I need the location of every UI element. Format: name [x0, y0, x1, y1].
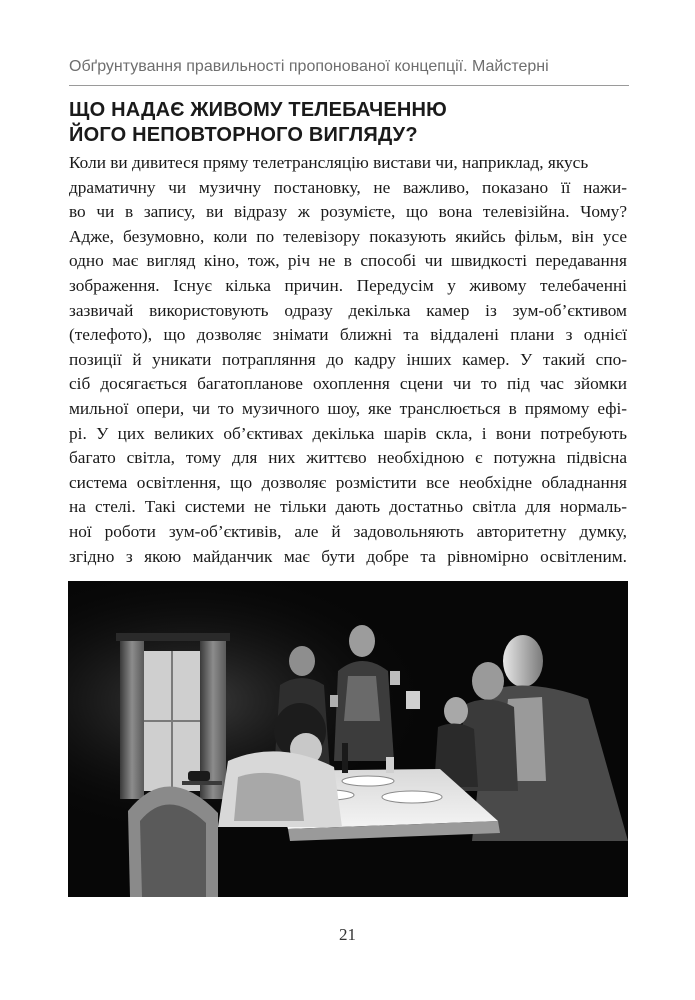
paragraph-line: зображення. Існує кілька причин. Передусім у живому телебаченні [69, 275, 627, 295]
paragraph-line: ної роботи зум-об’єктивів, але й задовольняють авторитетну думку, [69, 521, 627, 541]
paragraph-line: во чи в запису, ви відразу ж розумієте, що вона телевізійна. Чому? [69, 202, 627, 222]
paragraph-line: Коли ви дивитеся пряму телетрансляцію вистави чи, наприклад, якусь [69, 153, 589, 172]
chair [128, 786, 218, 897]
paragraph-line: позиції й уникати потрапляння до кадру інших камер. У такий спо- [69, 349, 627, 369]
paragraph-line: одно має вигляд кіно, тож, річ не в способі чи швидкості передавання [69, 251, 627, 271]
paragraph-line: Адже, безумовно, коли по телевізору показують якийсь фільм, він усе [69, 226, 627, 246]
paragraph-line: драматичну чи музичну постановку, не важливо, показано її нажи- [69, 177, 627, 197]
running-header: Обґрунтування правильності пропонованої концепції. Майстерні [69, 58, 549, 75]
paragraph-line: сіб досягається багатопланове охоплення сцени чи то під час зйомки [69, 374, 627, 394]
body-paragraph [69, 151, 627, 569]
paragraph-line: (телефото), що дозволяє знімати ближні та віддалені плани з однієї [69, 325, 627, 345]
window [116, 633, 230, 799]
header-divider [69, 85, 629, 86]
dinner-scene-photo [68, 581, 628, 897]
section-title-line-2: ЙОГО НЕПОВТОРНОГО ВИГЛЯДУ? [69, 124, 418, 146]
paragraph-line: рі. У цих великих об’єктивах декілька шарів скла, і вони потребують [69, 423, 627, 443]
section-title [69, 98, 629, 148]
paragraph-line: багато світла, тому для них життєво необхідною є потужна підвісна [69, 448, 627, 468]
page-number: 21 [339, 925, 356, 944]
paragraph-line: згідно з якою майданчик має бути добре та рівномірно освітленим. [69, 546, 627, 566]
paragraph-line: мильної опери, чи то музичного шоу, яке транслюється в прямому ефі- [69, 398, 627, 418]
paragraph-line: зазвичай використовують одразу декілька камер із зум-об’єктивом [69, 300, 627, 320]
section-title-line-1: ЩО НАДАЄ ЖИВОМУ ТЕЛЕБАЧЕННЮ [69, 99, 447, 121]
paragraph-line: система освітлення, що дозволяє розмістити все необхідне обладнання [69, 472, 627, 492]
paragraph-line: на стелі. Такі системи не тільки дають достатньо світла для нормаль- [69, 497, 627, 517]
